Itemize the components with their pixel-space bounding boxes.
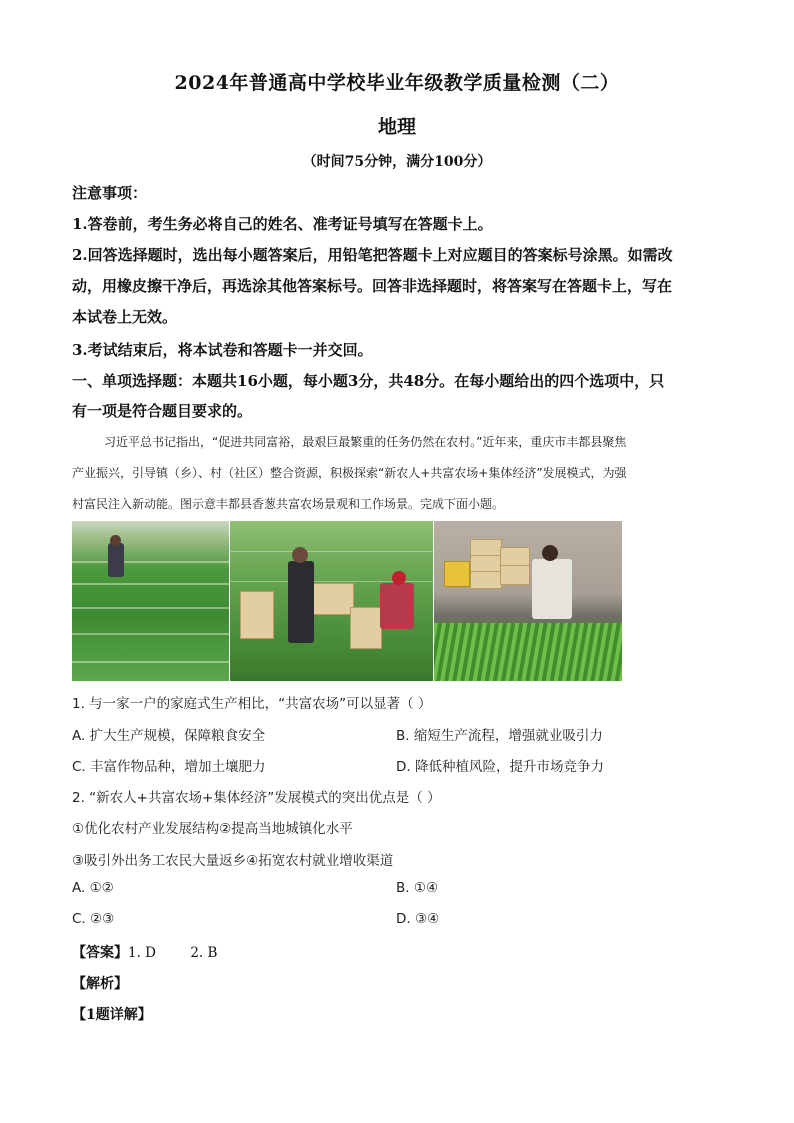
question-2-option-b: B. ①④ bbox=[396, 880, 439, 896]
worker-figure bbox=[288, 561, 314, 643]
question-2-statements-1-2: ①优化农村产业发展结构②提高当地城镇化水平 bbox=[72, 821, 353, 837]
passage-line-2: 产业振兴，引导镇（乡）、村（社区）整合资源，积极探索“新农人+共富农场+集体经济”发展模式，为强 bbox=[72, 466, 627, 480]
carton bbox=[500, 565, 530, 585]
farmer-head bbox=[110, 535, 121, 546]
notes-item-2-line-3: 本试卷上无效。 bbox=[72, 308, 178, 326]
question-1-option-d: D. 降低种植风险，提升市场竞争力 bbox=[396, 759, 604, 775]
question-2-option-a: A. ①② bbox=[72, 880, 114, 896]
carton bbox=[500, 547, 530, 567]
worker-head bbox=[292, 547, 308, 563]
question-2-option-c: C. ②③ bbox=[72, 911, 115, 927]
crate bbox=[240, 591, 274, 639]
notes-item-3: 3.考试结束后，将本试卷和答题卡一并交回。 bbox=[72, 341, 373, 359]
question-1-option-c: C. 丰富作物品种，增加土壤肥力 bbox=[72, 759, 266, 775]
section-heading-line-2: 有一项是符合题目要求的。 bbox=[72, 402, 253, 420]
scallion-belt bbox=[434, 623, 622, 681]
question-1-option-a: A. 扩大生产规模，保障粮食安全 bbox=[72, 728, 266, 744]
crate bbox=[350, 607, 382, 649]
worker-figure bbox=[380, 583, 414, 629]
subject-title: 地理 bbox=[377, 116, 416, 138]
crate bbox=[310, 583, 354, 615]
worker-head bbox=[392, 571, 406, 585]
question-2-stem: 2. “新农人+共富农场+集体经济”发展模式的突出优点是（ ） bbox=[72, 790, 441, 806]
worker-head bbox=[542, 545, 558, 561]
photo-harvest-workers bbox=[230, 521, 433, 681]
question-2-option-d: D. ③④ bbox=[396, 911, 440, 927]
notes-heading: 注意事项： bbox=[72, 184, 148, 202]
question-2-statements-3-4: ③吸引外出务工农民大量返乡④拓宽农村就业增收渠道 bbox=[72, 853, 394, 869]
answer-label: 【答案】 bbox=[72, 945, 128, 961]
analysis-label: 【解析】 bbox=[72, 976, 128, 992]
carton bbox=[444, 561, 470, 587]
notes-item-2-line-1: 2.回答选择题时，选出每小题答案后，用铅笔把答题卡上对应题目的答案标号涂黑。如需改 bbox=[72, 246, 673, 264]
question-1-stem: 1. 与一家一户的家庭式生产相比，“共富农场”可以显著（ ） bbox=[72, 696, 432, 712]
question-1-option-b: B. 缩短生产流程，增强就业吸引力 bbox=[396, 728, 603, 744]
notes-item-1: 1.答卷前，考生务必将自己的姓名、准考证号填写在答题卡上。 bbox=[72, 215, 493, 233]
section-heading-line-1: 一、单项选择题：本题共16小题，每小题3分，共48分。在每小题给出的四个选项中，只 bbox=[72, 372, 665, 390]
photo-packing-station bbox=[434, 521, 622, 681]
answer-line bbox=[72, 942, 217, 962]
photo-scallion-field bbox=[72, 521, 229, 681]
answer-values: 1. D 2. B bbox=[128, 945, 218, 961]
carton bbox=[470, 571, 502, 589]
farmer-figure bbox=[108, 543, 124, 577]
passage-line-1: 习近平总书记指出，“促进共同富裕，最艰巨最繁重的任务仍然在农村。”近年来，重庆市丰都县聚焦 bbox=[104, 435, 627, 449]
passage-line-3: 村富民注入新动能。图示意丰都县香葱共富农场景观和工作场景。完成下面小题。 bbox=[72, 497, 505, 511]
notes-item-2-line-2: 动，用橡皮擦干净后，再选涂其他答案标号。回答非选择题时，将答案写在答题卡上，写在 bbox=[72, 277, 673, 295]
time-note: （时间75分钟，满分100分） bbox=[302, 154, 492, 170]
exam-title: 2024年普通高中学校毕业年级教学质量检测（二） bbox=[174, 72, 620, 94]
worker-figure bbox=[532, 559, 572, 619]
question-1-detail-label: 【1题详解】 bbox=[72, 1007, 152, 1023]
